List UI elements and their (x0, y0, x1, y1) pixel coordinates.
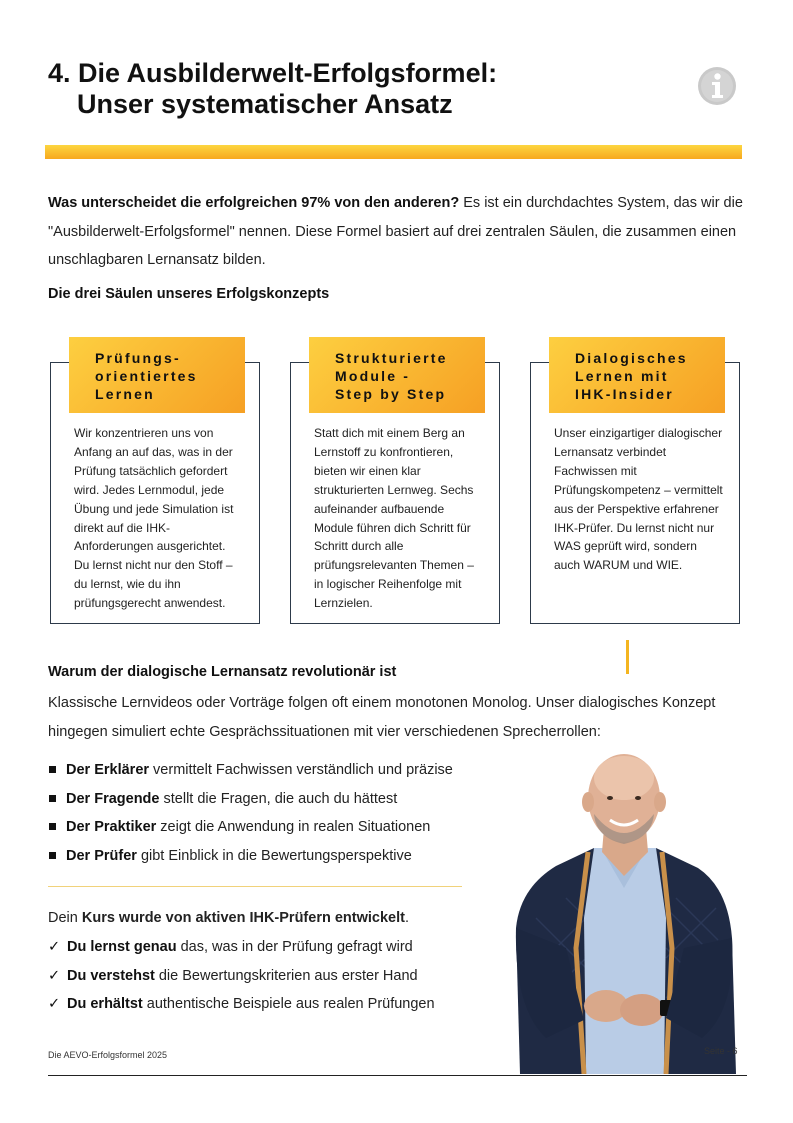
developed-post: . (404, 910, 409, 926)
page-title-line1: 4. Die Ausbilderwelt-Erfolgsformel: (48, 58, 498, 88)
bullet-square-icon (49, 795, 56, 802)
benefit-checklist (48, 933, 435, 1019)
pillar-card (50, 350, 260, 624)
title-divider-bar (45, 145, 742, 159)
pillar-title-line: Step by Step (335, 386, 447, 402)
checkmark-icon: ✓ (48, 996, 61, 1012)
role-desc: gibt Einblick in die Bewertungsperspektive (136, 847, 412, 864)
role-name: Der Praktiker (66, 819, 157, 835)
pillar-body: Wir konzentrieren uns von Anfang an auf das, was in der Prüfung tatsächlich gefordert wird. Jedes Lernmodul, jede Übung und jede Simulation ist direkt auf die IHK-Anforderungen ausgerichtet. Du lernst nicht nur den Stoff – du lernst, wie du ihn prüfungsgerecht anwendest. (74, 426, 234, 611)
benefit-bold: Du verstehst (67, 967, 155, 984)
pillar-body: Statt dich mit einem Berg an Lernstoff zu konfrontieren, bieten wir einen klar strukturierten Lernweg. Sechs aufeinander aufbauende Module führen dich Schritt für Schritt durch alle prüfungsrelevanten Themen – in logischer Reihenfolge mit Lernzielen. (314, 426, 474, 611)
pillar-body: Unser einzigartiger dialogischer Lernansatz verbindet Fachwissen mit Prüfungskompetenz – vermittelt aus der Perspektive erfahrener IHK-Prüfer. Du lernst nicht nur WAS geprüft wird, sondern auch WARUM und WIE. (554, 426, 723, 573)
pillar-title-line: Prüfungs- (95, 350, 181, 366)
developed-by-line (48, 904, 409, 933)
pillar-title-line: Module - (335, 368, 411, 384)
list-item (48, 933, 435, 962)
pillar-title-line: IHK-Insider (575, 386, 674, 402)
intro-paragraph (48, 189, 748, 275)
checkmark-icon: ✓ (48, 967, 61, 984)
benefit-text: das, was in der Prüfung gefragt wird (176, 939, 413, 955)
list-item (48, 842, 518, 871)
list-item (48, 813, 518, 842)
benefit-text: die Bewertungskriterien aus erster Hand (154, 967, 418, 984)
list-item (48, 990, 435, 1019)
dialogic-text: Klassische Lernvideos oder Vorträge folgen oft einem monotonen Monolog. Unser dialogisches Konzept hingegen simuliert echte Gesprächssituationen mit vier verschiedenen Sprecherrollen: (48, 695, 716, 740)
footer-divider (48, 1075, 747, 1076)
bullet-square-icon (49, 823, 56, 830)
role-name: Der Fragende (66, 790, 160, 807)
pillar-title-line: Dialogisches (575, 350, 688, 366)
checkmark-icon: ✓ (48, 939, 61, 955)
intro-text: Es ist ein durchdachtes System, das wir die "Ausbilderwelt-Erfolgsformel" nennen. Diese Formel basiert auf drei zentralen Säulen, die zusammen einen unschlagbaren Lernansatz bilden. (48, 195, 743, 268)
role-desc: vermittelt Fachwissen verständlich und präzise (149, 762, 453, 778)
benefit-bold: Du lernst genau (67, 939, 177, 955)
pillars-heading: Die drei Säulen unseres Erfolgskonzepts (48, 286, 330, 302)
developed-pre: Dein (48, 910, 82, 926)
pillar-title-line: Strukturierte (335, 350, 448, 366)
list-item (48, 785, 518, 814)
developed-bold: Kurs wurde von aktiven IHK-Prüfern entwickelt (81, 910, 405, 926)
role-desc: stellt die Fragen, die auch du hättest (159, 790, 398, 807)
pillar-title (69, 337, 245, 413)
bullet-square-icon (49, 766, 56, 773)
pillar-card (530, 350, 740, 624)
section-divider (48, 886, 462, 887)
role-name: Der Prüfer (66, 847, 137, 864)
pillar-title-line: Lernen mit (575, 368, 669, 384)
pillar-card (290, 350, 500, 624)
footer-document-name: Die AEVO-Erfolgsformel 2025 (48, 1050, 168, 1060)
page-title-line2: Unser systematischer Ansatz (77, 89, 453, 119)
pillar-title-line: orientiertes (95, 368, 198, 384)
bullet-square-icon (49, 852, 56, 859)
role-name: Der Erklärer (66, 762, 150, 778)
info-icon (697, 66, 737, 106)
pillar-title (309, 337, 485, 413)
footer-page-number: Seite - 6 (704, 1046, 738, 1056)
page-title (48, 58, 497, 120)
role-desc: zeigt die Anwendung in realen Situationen (156, 819, 431, 835)
list-item (48, 962, 435, 991)
pillar-title-line: Lernen (95, 386, 155, 402)
intro-lead: Was unterscheidet die erfolgreichen 97% von den anderen? (48, 195, 460, 211)
list-item (48, 756, 518, 785)
instructor-photo (506, 748, 738, 1074)
dialogic-heading: Warum der dialogische Lernansatz revolutionär ist (48, 664, 397, 680)
speaker-roles-list (48, 756, 518, 870)
accent-tick (626, 640, 629, 674)
pillar-title (549, 337, 725, 413)
benefit-text: authentische Beispiele aus realen Prüfungen (142, 996, 435, 1012)
benefit-bold: Du erhältst (67, 996, 143, 1012)
